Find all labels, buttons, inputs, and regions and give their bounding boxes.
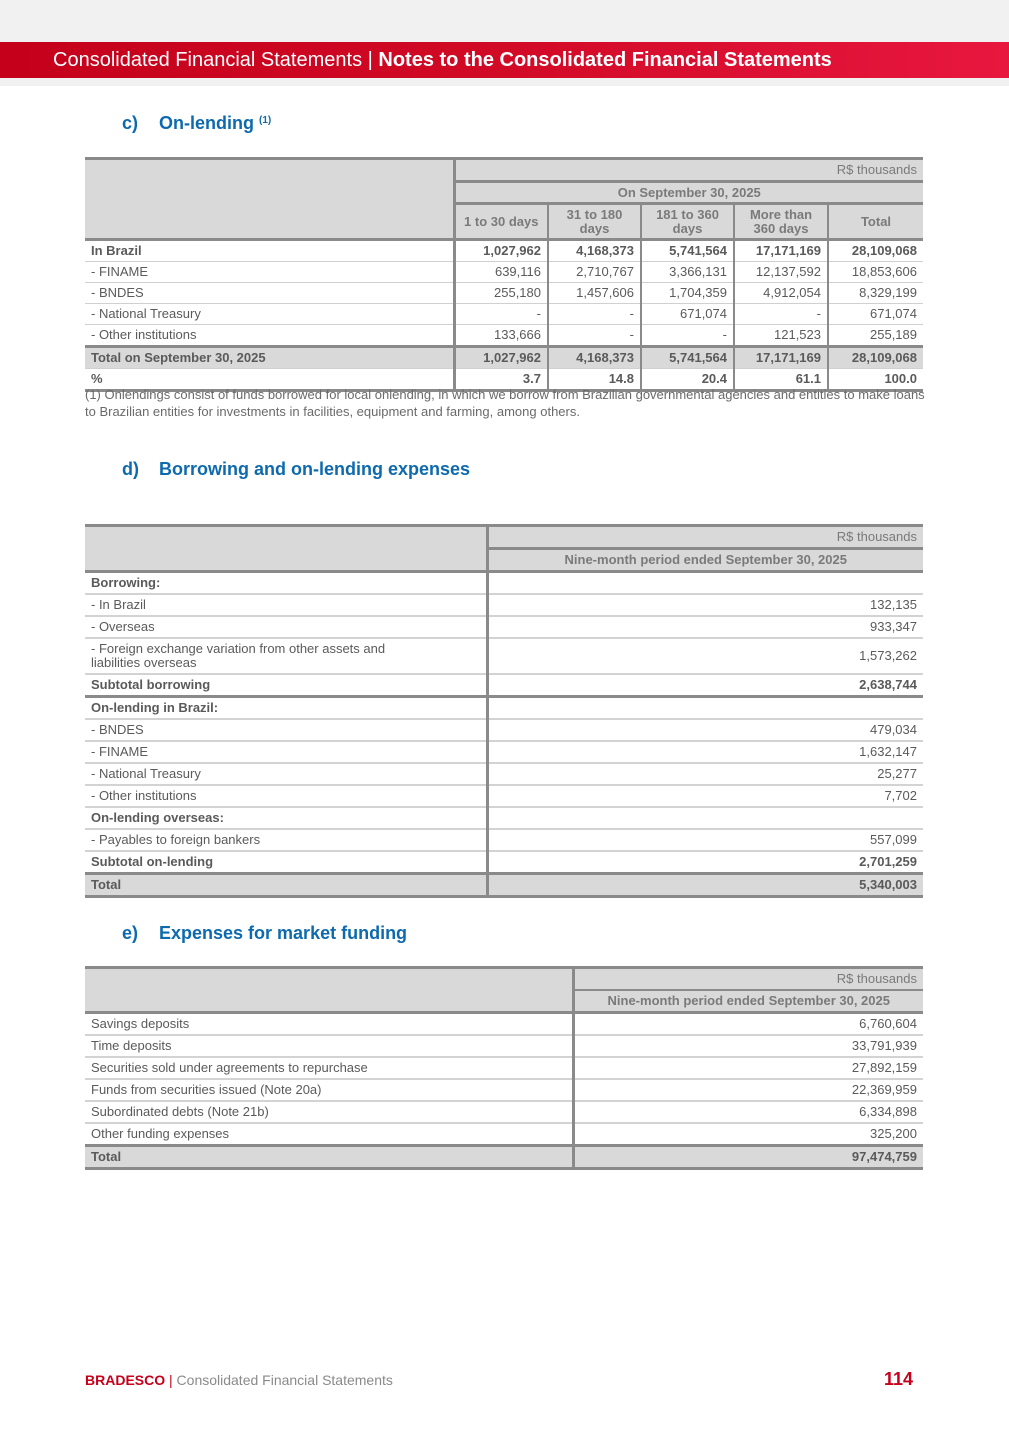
row-label: Total on September 30, 2025 bbox=[85, 347, 454, 369]
table-row bbox=[85, 1101, 923, 1123]
row-label: Total bbox=[85, 874, 487, 897]
cell: 28,109,068 bbox=[828, 240, 923, 262]
cell: 4,168,373 bbox=[548, 347, 641, 369]
market-funding-expenses-table bbox=[85, 966, 923, 1170]
row-label: Subtotal on-lending bbox=[85, 851, 487, 874]
table-row bbox=[85, 594, 923, 616]
table-row bbox=[85, 283, 923, 304]
cell: - bbox=[548, 304, 641, 325]
section-title-text: Borrowing and on-lending expenses bbox=[159, 459, 471, 479]
table-row bbox=[85, 1079, 923, 1101]
cell: 6,760,604 bbox=[573, 1013, 923, 1036]
row-label: In Brazil bbox=[85, 240, 454, 262]
header-blank bbox=[85, 159, 454, 240]
cell: 2,701,259 bbox=[487, 851, 923, 874]
section-d-title bbox=[122, 459, 470, 480]
cell: 25,277 bbox=[487, 763, 923, 785]
table-row bbox=[85, 1013, 923, 1036]
table-row bbox=[85, 304, 923, 325]
column-header: Total bbox=[828, 204, 923, 240]
cell: 5,741,564 bbox=[641, 347, 734, 369]
row-label: Other funding expenses bbox=[85, 1123, 573, 1146]
on-lending-table bbox=[85, 157, 923, 392]
row-label: - Overseas bbox=[85, 616, 487, 638]
cell: 133,666 bbox=[454, 325, 548, 347]
header-title-regular: Consolidated Financial Statements | bbox=[53, 49, 373, 71]
on-lending-footnote: (1) Onlendings consist of funds borrowed for local onlending, in which we borrow from Brazilian governmental agencies and entities to make loans to Brazilian entities for investments in facilities, equipment and farming, among others. bbox=[85, 387, 925, 419]
table-row bbox=[85, 638, 923, 674]
period-label: Nine-month period ended September 30, 2025 bbox=[573, 990, 923, 1013]
cell: 1,027,962 bbox=[454, 240, 548, 262]
table-row bbox=[85, 325, 923, 347]
section-letter: c) bbox=[122, 113, 139, 133]
cell: 20.4 bbox=[641, 369, 734, 391]
page-header-banner bbox=[0, 42, 1009, 78]
row-label: % bbox=[85, 369, 454, 391]
table-row bbox=[85, 1057, 923, 1079]
page-number: 114 bbox=[884, 1369, 914, 1389]
row-label: - In Brazil bbox=[85, 594, 487, 616]
row-label: Securities sold under agreements to repurchase bbox=[85, 1057, 573, 1079]
section-c-title bbox=[122, 113, 271, 134]
table-row-group bbox=[85, 807, 923, 829]
cell bbox=[487, 572, 923, 595]
table-row bbox=[85, 1123, 923, 1146]
row-label: Total bbox=[85, 1146, 573, 1169]
cell: - bbox=[641, 325, 734, 347]
table-row bbox=[85, 240, 923, 262]
top-strip bbox=[0, 0, 1009, 42]
table-row bbox=[85, 763, 923, 785]
cell: 97,474,759 bbox=[573, 1146, 923, 1169]
cell: 61.1 bbox=[734, 369, 828, 391]
cell: 7,702 bbox=[487, 785, 923, 807]
cell: 6,334,898 bbox=[573, 1101, 923, 1123]
cell: 3,366,131 bbox=[641, 262, 734, 283]
cell: 18,853,606 bbox=[828, 262, 923, 283]
row-label: - Other institutions bbox=[85, 325, 454, 347]
row-label: Subordinated debts (Note 21b) bbox=[85, 1101, 573, 1123]
cell: 2,638,744 bbox=[487, 674, 923, 697]
period-label: Nine-month period ended September 30, 2025 bbox=[487, 549, 923, 572]
cell: 121,523 bbox=[734, 325, 828, 347]
cell: 671,074 bbox=[828, 304, 923, 325]
cell: 3.7 bbox=[454, 369, 548, 391]
cell: 1,632,147 bbox=[487, 741, 923, 763]
period-label: On September 30, 2025 bbox=[454, 182, 923, 204]
footnote-ref: (1) bbox=[259, 115, 272, 126]
cell: 557,099 bbox=[487, 829, 923, 851]
table-row bbox=[85, 1035, 923, 1057]
cell: 2,710,767 bbox=[548, 262, 641, 283]
table-row-total bbox=[85, 1146, 923, 1169]
brand-logo-text: BRADESCO bbox=[85, 1372, 166, 1388]
header-blank bbox=[85, 526, 487, 572]
page-footer bbox=[85, 1372, 393, 1388]
table-row-total bbox=[85, 874, 923, 897]
row-label: - Other institutions bbox=[85, 785, 487, 807]
row-label: Funds from securities issued (Note 20a) bbox=[85, 1079, 573, 1101]
row-label: - Foreign exchange variation from other assets and liabilities overseas bbox=[85, 638, 487, 674]
table-row bbox=[85, 719, 923, 741]
footer-separator: | bbox=[169, 1372, 173, 1388]
cell: - bbox=[548, 325, 641, 347]
section-letter: e) bbox=[122, 923, 139, 943]
table-row-subtotal bbox=[85, 851, 923, 874]
cell: 22,369,959 bbox=[573, 1079, 923, 1101]
table-row-group bbox=[85, 697, 923, 720]
table-row bbox=[85, 829, 923, 851]
section-e-title bbox=[122, 923, 407, 944]
cell: - bbox=[734, 304, 828, 325]
cell bbox=[487, 807, 923, 829]
units-label: R$ thousands bbox=[454, 159, 923, 182]
cell: 639,116 bbox=[454, 262, 548, 283]
cell: 17,171,169 bbox=[734, 240, 828, 262]
row-label: - BNDES bbox=[85, 283, 454, 304]
table-row-subtotal bbox=[85, 674, 923, 697]
cell: 671,074 bbox=[641, 304, 734, 325]
cell: 4,168,373 bbox=[548, 240, 641, 262]
units-label: R$ thousands bbox=[573, 968, 923, 991]
row-label: Savings deposits bbox=[85, 1013, 573, 1036]
cell bbox=[487, 697, 923, 720]
cell: 28,109,068 bbox=[828, 347, 923, 369]
cell: 933,347 bbox=[487, 616, 923, 638]
borrowing-expenses-table bbox=[85, 524, 923, 898]
column-header: 31 to 180 days bbox=[548, 204, 641, 240]
row-label: - National Treasury bbox=[85, 304, 454, 325]
column-header: 1 to 30 days bbox=[454, 204, 548, 240]
table-row bbox=[85, 616, 923, 638]
row-label: On-lending overseas: bbox=[85, 807, 487, 829]
footer-doc-title: Consolidated Financial Statements bbox=[176, 1372, 393, 1388]
section-title-text: Expenses for market funding bbox=[159, 923, 408, 943]
row-label: - Payables to foreign bankers bbox=[85, 829, 487, 851]
cell: - bbox=[454, 304, 548, 325]
cell: 1,704,359 bbox=[641, 283, 734, 304]
table-row bbox=[85, 262, 923, 283]
row-label: - BNDES bbox=[85, 719, 487, 741]
cell: 4,912,054 bbox=[734, 283, 828, 304]
row-label: Time deposits bbox=[85, 1035, 573, 1057]
table-row-total bbox=[85, 347, 923, 369]
cell: 255,180 bbox=[454, 283, 548, 304]
cell: 100.0 bbox=[828, 369, 923, 391]
cell: 1,457,606 bbox=[548, 283, 641, 304]
cell: 479,034 bbox=[487, 719, 923, 741]
header-title-bold: Notes to the Consolidated Financial Statements bbox=[378, 49, 832, 71]
cell: 14.8 bbox=[548, 369, 641, 391]
row-label: - National Treasury bbox=[85, 763, 487, 785]
cell: 33,791,939 bbox=[573, 1035, 923, 1057]
cell: 132,135 bbox=[487, 594, 923, 616]
banner-underline bbox=[0, 78, 1009, 86]
cell: 325,200 bbox=[573, 1123, 923, 1146]
row-label: - FINAME bbox=[85, 741, 487, 763]
table-row bbox=[85, 785, 923, 807]
section-letter: d) bbox=[122, 459, 139, 479]
row-label: - FINAME bbox=[85, 262, 454, 283]
cell: 1,027,962 bbox=[454, 347, 548, 369]
units-label: R$ thousands bbox=[487, 526, 923, 549]
cell: 17,171,169 bbox=[734, 347, 828, 369]
cell: 255,189 bbox=[828, 325, 923, 347]
column-header: 181 to 360 days bbox=[641, 204, 734, 240]
row-label: On-lending in Brazil: bbox=[85, 697, 487, 720]
column-header: More than 360 days bbox=[734, 204, 828, 240]
cell: 5,340,003 bbox=[487, 874, 923, 897]
cell: 27,892,159 bbox=[573, 1057, 923, 1079]
row-label: Subtotal borrowing bbox=[85, 674, 487, 697]
cell: 1,573,262 bbox=[487, 638, 923, 674]
table-row bbox=[85, 741, 923, 763]
section-title-text: On-lending bbox=[159, 113, 254, 133]
table-row-group bbox=[85, 572, 923, 595]
cell: 12,137,592 bbox=[734, 262, 828, 283]
cell: 8,329,199 bbox=[828, 283, 923, 304]
cell: 5,741,564 bbox=[641, 240, 734, 262]
header-blank bbox=[85, 968, 573, 1013]
row-label: Borrowing: bbox=[85, 572, 487, 595]
